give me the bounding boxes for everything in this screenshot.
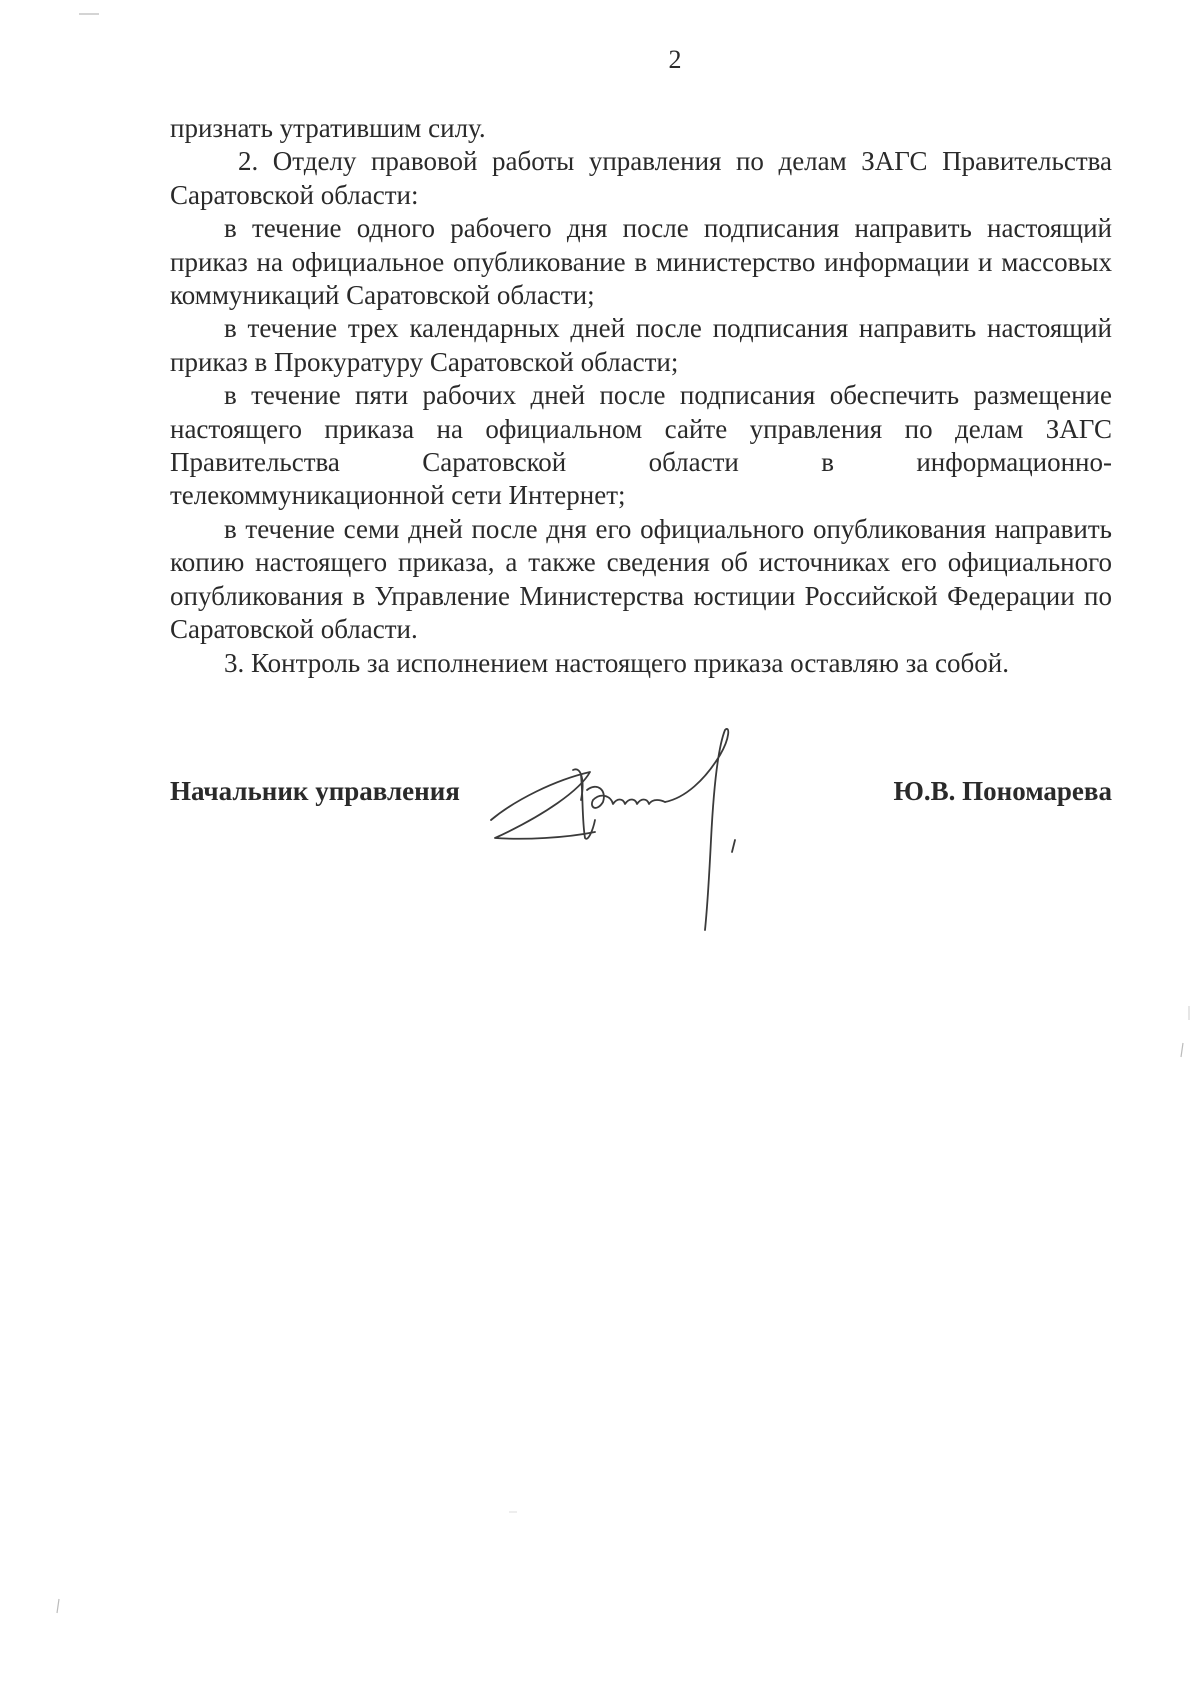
signer-name: Ю.В. Пономарева	[893, 776, 1112, 806]
paragraph-item-3: 3. Контроль за исполнением настоящего приказа оставляю за собой.	[224, 647, 1009, 678]
scan-speck	[1178, 1042, 1186, 1058]
scan-speck	[508, 1510, 518, 1514]
paragraph-publication-task: в течение одного рабочего дня после подписания направить настоящий приказ на официальное опубликование в министерство информации и массовых коммуникаций Саратовской области;	[170, 213, 1112, 311]
paragraph-repeal-continuation: признать утратившим силу.	[170, 113, 486, 143]
paragraph-ministry-justice-task: в течение семи дней после дня его официального опубликования направить копию настоящего приказа, а также сведения об источниках его официального опубликования в Управление Министерства юстиции Российской Федерации по Саратовской области.	[170, 513, 1112, 645]
paragraph-item-2: 2. Отделу правовой работы управления по делам ЗАГС Правительства Саратовской области:	[170, 146, 1112, 210]
page-number-text: 2	[668, 45, 682, 74]
handwritten-signature	[485, 720, 765, 940]
paragraph-website-task: в течение пяти рабочих дней после подписания обеспечить размещение настоящего приказа на официальном сайте управления по делам ЗАГС Правительства Саратовской области в информационно-	[170, 380, 1112, 478]
page-number	[0, 45, 1200, 75]
paragraph-prosecutor-task: в течение трех календарных дней после подписания направить настоящий приказ в Прокуратуру Саратовской области;	[170, 313, 1112, 377]
paragraph-website-task-end: телекоммуникационной сети Интернет;	[170, 480, 626, 511]
scan-speck	[1186, 1005, 1192, 1021]
signer-position: Начальник управления	[170, 776, 460, 806]
scan-speck	[78, 10, 100, 18]
document-body	[170, 112, 1112, 680]
scan-speck	[54, 1598, 62, 1614]
